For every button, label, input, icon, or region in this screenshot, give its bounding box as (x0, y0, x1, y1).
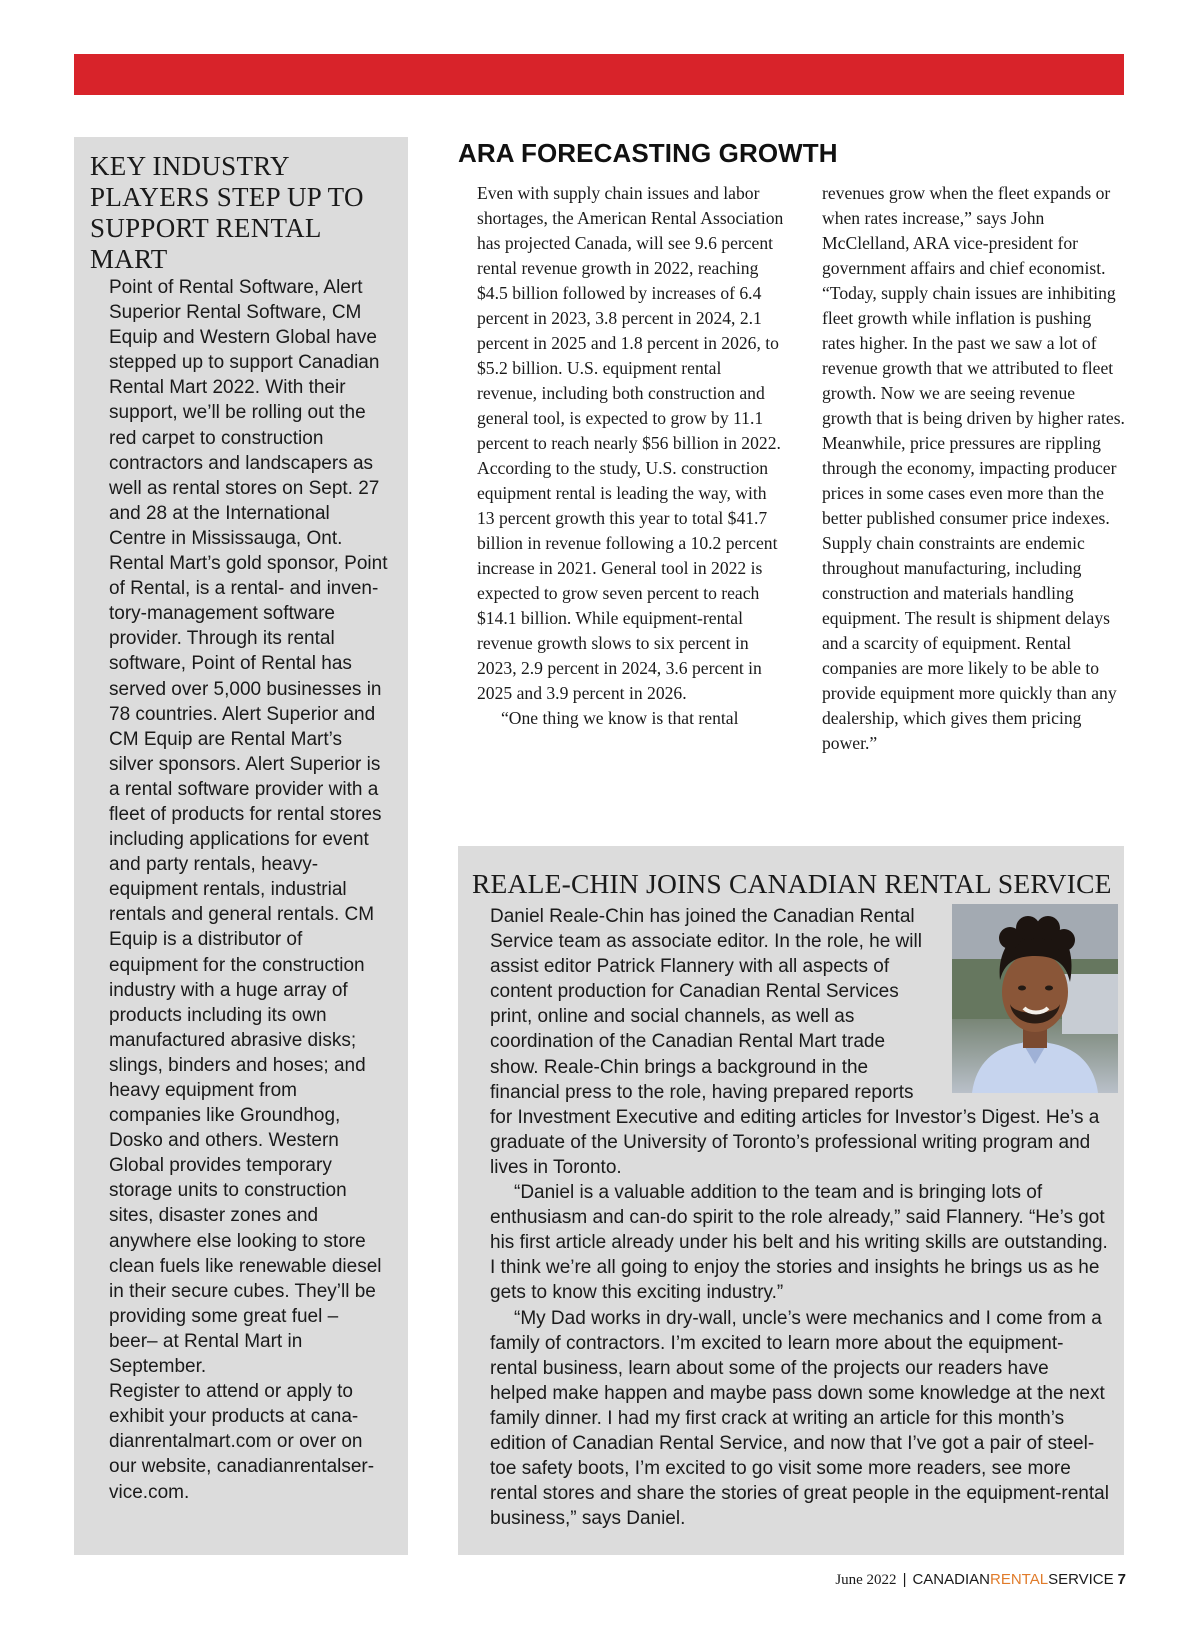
ara-paragraph: “One thing we know is that rental (501, 708, 739, 728)
issue-date: June 2022 (835, 1572, 897, 1588)
header-red-bar (74, 54, 1124, 95)
sidebar-title: KEY INDUSTRY PLAYERS STEP UP TO SUPPORT RENTAL MART (90, 151, 364, 274)
reale-chin-paragraph: Daniel Reale-Chin has joined the Canadian Rental Service team as associate editor. In the role, he will assist editor Patrick Flannery with all aspects of content production for Canadian Rental Services print, online and social channels, as well as coordination of the Canadian Rental Mart trade show. Reale-Chin brings a background in the financial press to the role, having prepared reports for Investment Executive and editing articles for Investor’s Digest. He’s a graduate of the University of Toronto’s professional writing program and lives in Toronto. (490, 906, 1100, 1178)
portrait-illustration (952, 904, 1118, 1093)
daniel-portrait-photo (952, 904, 1118, 1093)
page-footer (835, 1570, 1126, 1590)
ara-column-1 (477, 181, 785, 731)
page-number: 7 (1117, 1571, 1126, 1588)
brand-canadian: CANADIAN (912, 1571, 990, 1588)
footer-separator: | (902, 1571, 907, 1588)
ara-paragraph: revenues grow when the fleet expands or when rates increase,” says John McClelland, ARA vice-president for government affairs and chief economist. “Today, supply chain issues are inhibiting fleet growth while inflation is pushing rates higher. In the past we saw a lot of revenue growth that we attributed to fleet growth. Now we are seeing revenue growth that is being driven by higher rates. Meanwhile, price pressures are rippling through the economy, impacting producer prices in some cases even more than the better published consumer price indexes. Supply chain constraints are endemic throughout manufacturing, including construction and materials handling equipment. The result is shipment delays and a scarcity of equipment. Rental companies are more likely to be able to provide equipment more quickly than any dealership, which gives them pricing power.” (822, 183, 1125, 753)
reale-chin-paragraph: “My Dad works in dry-wall, uncle’s were mechanics and I come from a family of contractors. I’m excited to learn more about the equipment-rental business, learn about some of the projects our readers have helped make happen and maybe pass down some knowledge at the next family dinner. I had my first crack at writing an article for this month’s edition of Canadian Rental Service, and now that I’ve got a pair of steel-toe safety boots, I’m excited to go visit some more readers, see more rental stores and share the stories of great people in the equipment-rental business,” says Daniel. (490, 1307, 1109, 1530)
reale-chin-body (490, 904, 1110, 1531)
brand-rental: RENTAL (989, 1571, 1049, 1588)
reale-chin-paragraph: “Daniel is a valuable addition to the team and is bringing lots of enthusiasm and can-do spirit to the role already,” said Flannery. “He’s got his first article already under his belt and his writing skills are outstanding. I think we’re all going to enjoy the stories and insights he brings us as he gets to know this exciting industry.” (490, 1182, 1108, 1304)
sidebar-paragraph: Register to attend or apply to exhibit your products at canadianrentalmart.com or over on our website, canadianrentalservice.com. (109, 1381, 375, 1503)
reale-chin-panel (458, 846, 1124, 1555)
ara-column-2 (822, 181, 1128, 756)
ara-paragraph: Even with supply chain issues and labor shortages, the American Rental Association has projected Canada, will see 9.6 percent rental revenue growth in 2022, reaching $4.5 billion followed by increases of 6.4 percent in 2023, 3.8 percent in 2024, 2.1 percent in 2025 and 1.8 percent in 2026, to $5.2 billion. U.S. equipment rental revenue, including both construction and general tool, is expected to grow by 11.1 percent to reach nearly $56 billion in 2022. According to the study, U.S. construction equipment rental is leading the way, with 13 percent growth this year to total $41.7 billion in revenue following a 10.2 percent increase in 2021. General tool in 2022 is expected to grow seven percent to reach $14.1 billion. While equipment-rental revenue growth slows to six percent in 2023, 2.9 percent in 2024, 3.6 percent in 2025 and 3.9 percent in 2026. (477, 183, 784, 703)
ara-article-title: ARA FORECASTING GROWTH (458, 138, 838, 168)
brand-service: SERVICE (1048, 1571, 1114, 1588)
sidebar-body (90, 275, 390, 1505)
sidebar-paragraph: Point of Rental Software, Alert Superior Rental Software, CM Equip and Western Global have stepped up to support Canadian Rental Mart 2022. With their support, we’ll be rolling out the red carpet to construction contractors and landscapers as well as rental stores on Sept. 27 and 28 at the International Centre in Mississauga, Ont. Rental Mart’s gold sponsor, Point of Rental, is a rental- and inventory-management software provider. Through its rental software, Point of Rental has served over 5,000 businesses in 78 countries. Alert Superior and CM Equip are Rental Mart’s silver sponsors. Alert Superior is a rental software provider with a fleet of products for rental stores including applications for event and party rentals, heavy-equipment rentals, industrial rentals and general rentals. CM Equip is a distributor of equipment for the construction industry with a huge array of products including its own manufactured abrasive disks; slings, binders and hoses; and heavy equipment from companies like Groundhog, Dosko and others. Western Global provides temporary storage units to construction sites, disaster zones and anywhere else looking to store clean fuels like renewable diesel in their secure cubes. They’ll be providing some great fuel – beer– at Rental Mart in September. (109, 277, 388, 1378)
sidebar-panel (74, 137, 408, 1555)
reale-chin-title: REALE-CHIN JOINS CANADIAN RENTAL SERVICE (472, 868, 1112, 899)
